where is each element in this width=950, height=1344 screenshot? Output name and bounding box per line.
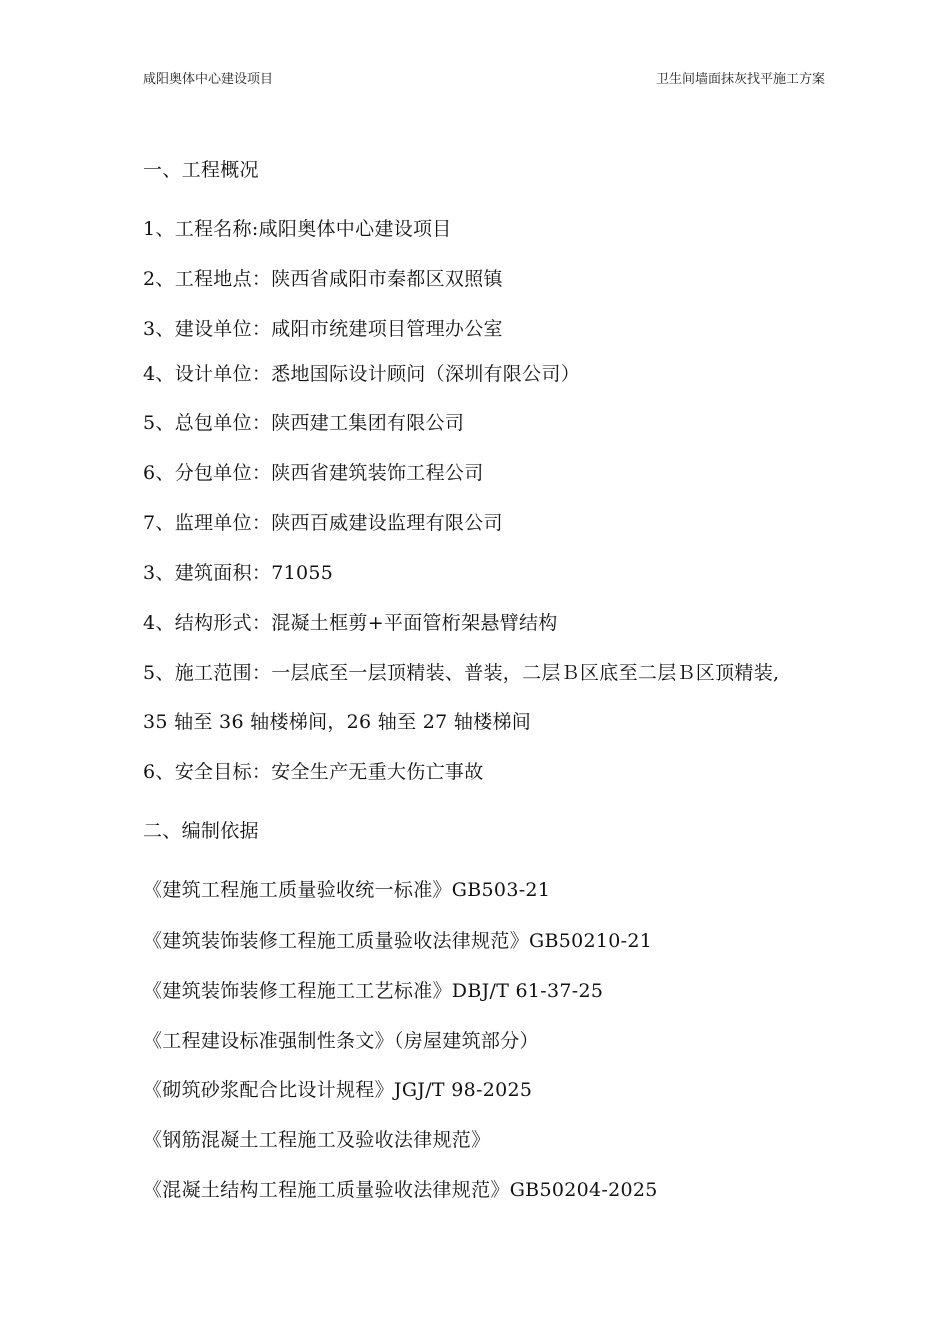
header-document-title: 卫生间墙面抹灰找平施工方案	[655, 72, 825, 87]
section-heading-basis: 二、编制依据	[143, 820, 259, 842]
overview-item: 6、分包单位：陕西省建筑装饰工程公司	[143, 462, 484, 484]
overview-item: 5、总包单位：陕西建工集团有限公司	[143, 412, 465, 434]
overview-item-continuation: 35 轴至 36 轴楼梯间，26 轴至 27 轴楼梯间	[143, 711, 532, 733]
basis-item: 《工程建设标准强制性条文》（房屋建筑部分）	[143, 1030, 539, 1052]
overview-item: 3、建设单位：咸阳市统建项目管理办公室	[143, 318, 503, 340]
basis-item: 《建筑装饰装修工程施工工艺标准》DBJ/T 61-37-25	[143, 980, 604, 1002]
overview-item: 4、设计单位：悉地国际设计顾问（深圳有限公司）	[143, 363, 580, 385]
basis-item: 《钢筋混凝土工程施工及验收法律规范》	[143, 1129, 491, 1151]
section-heading-overview: 一、工程概况	[143, 159, 259, 181]
overview-item: 7、监理单位：陕西百威建设监理有限公司	[143, 512, 503, 534]
overview-item: 6、安全目标：安全生产无重大伤亡事故	[143, 761, 484, 783]
basis-item: 《混凝土结构工程施工质量验收法律规范》GB50204-2025	[143, 1179, 658, 1201]
overview-item: 5、施工范围：一层底至一层顶精装、普装，二层Ｂ区底至二层Ｂ区顶精装,	[143, 662, 780, 684]
basis-item: 《建筑工程施工质量验收统一标准》GB503-21	[143, 879, 551, 901]
header-project-name: 咸阳奥体中心建设项目	[143, 72, 274, 87]
overview-item: 4、结构形式：混凝土框剪+平面管桁架悬臂结构	[143, 612, 558, 634]
basis-item: 《砌筑砂浆配合比设计规程》JGJ/T 98-2025	[143, 1079, 533, 1101]
overview-item: 2、工程地点：陕西省咸阳市秦都区双照镇	[143, 268, 503, 290]
overview-item: 1、工程名称:咸阳奥体中心建设项目	[143, 218, 452, 240]
basis-item: 《建筑装饰装修工程施工质量验收法律规范》GB50210-21	[143, 930, 653, 952]
overview-item: 3、建筑面积：71055	[143, 562, 334, 584]
